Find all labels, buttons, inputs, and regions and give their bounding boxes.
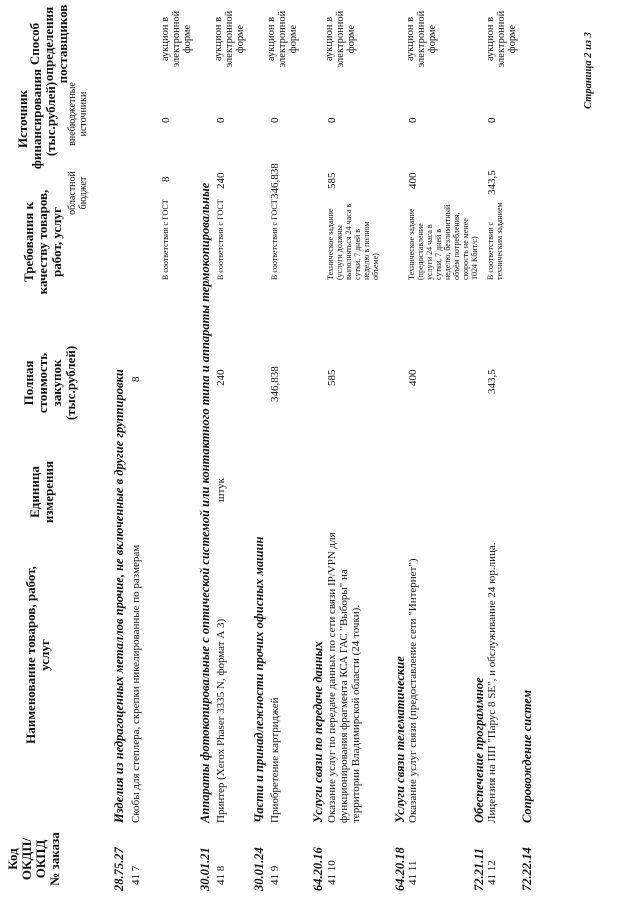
row-unit: штук [215, 478, 227, 502]
header-code-line-3: ОКПД [33, 839, 48, 879]
header-code-line-4: № заказа [47, 832, 62, 886]
row-quality: В соответствии с ГОСТ [161, 199, 170, 280]
row-number: 41 7 [130, 865, 142, 885]
row-name: Принтер (Xerox Phaser 3335 N, формат А 3) [215, 618, 227, 823]
group-title: Услуги связи телематические [393, 656, 407, 823]
row-cost: 343,5 [486, 369, 498, 394]
row-number: 41 8 [215, 865, 227, 885]
row-regional: 8 [160, 176, 172, 182]
row-other: 0 [269, 117, 281, 123]
row-quality: Техническое задание (услуги должны выполняться 24 часа в сутки, 7 дней в неделю в полном объеме) [326, 203, 380, 280]
header-unit: Единица измерения [27, 460, 56, 524]
row-other: 0 [407, 117, 419, 123]
row-name: Оказание услуг по передаче данных по сети связи IP/VPN для функционирования фрагмента КСА ГАС "Выборы" на территории Владимирской области (24 точки). [326, 532, 362, 823]
row-other: 0 [486, 117, 498, 123]
row-quality: Техническое задание (предоставление услуги 24 часа в сутки, 7 дней в неделю, безлимитный объём потребления, скорость не менее 1024 Кбит/с) [407, 204, 479, 280]
row-number: 41 12 [486, 860, 498, 885]
row-method: аукцион в электронной форме [324, 10, 357, 68]
row-cost: 240 [215, 369, 227, 386]
row-regional: 346,838 [269, 163, 281, 199]
row-method: аукцион в электронной форме [485, 10, 518, 68]
group-code: 72.21.11 [472, 847, 486, 891]
row-name: Приобретение картриджей [269, 697, 281, 823]
header-quality: Требования к качеству товаров, работ, услуг [21, 189, 64, 295]
group-code: 72.22.14 [520, 847, 534, 891]
row-regional: 240 [215, 172, 227, 189]
row-method: аукцион в электронной форме [213, 10, 246, 68]
row-other: 0 [160, 117, 172, 123]
header-cost: Полная стоимость закупок (тыс.рублей) [21, 345, 78, 421]
row-name: Лицензия на ПП "Парус 8 SE", и обслуживание 24 юр.лица. [486, 542, 498, 823]
header-funding: Источник финансирования (тыс.рублей) [15, 68, 58, 170]
row-regional: 585 [326, 172, 338, 189]
row-method: аукцион в электронной форме [405, 10, 438, 68]
group-title: Части и принадлежности прочих офисных машин [252, 536, 266, 823]
row-cost: 585 [326, 369, 338, 386]
row-quality: В соответствии с ГОСТ [216, 199, 225, 280]
row-number: 41 9 [269, 865, 281, 885]
group-title: Обеспечение программное [472, 677, 486, 823]
header-code [6, 827, 62, 891]
row-quality: В соответствии с ГОСТ [270, 199, 279, 280]
page-number: Страница 2 из 3 [583, 32, 594, 109]
row-regional: 400 [407, 172, 419, 189]
group-title: Изделия из недрагоценных металлов прочие, не включенные в другие группировки [112, 369, 126, 823]
row-other: 0 [215, 117, 227, 123]
row-name: Оказание услуг связи (предоставление сети "Интернет") [407, 558, 419, 823]
header-funding-regional: областной бюджет [67, 171, 89, 215]
group-title: Услуги связи по передаче данных [311, 641, 325, 823]
group-title: Аппараты фотокопировальные с оптической системой или контактного типа и аппараты термокопировальные [198, 182, 212, 823]
group-code: 28.75.27 [112, 847, 126, 891]
group-code: 30.01.21 [198, 847, 212, 891]
group-code: 64.20.16 [311, 847, 325, 891]
row-number: 41 11 [407, 860, 419, 885]
group-title: Сопровождение систем [520, 689, 534, 823]
row-other: 0 [326, 117, 338, 123]
row-cost: 346,838 [269, 366, 281, 402]
header-code-line-1: Код [5, 848, 20, 870]
header-name: Наименование товаров, работ, услуг [23, 566, 52, 744]
row-method: аукцион в электронной форме [160, 10, 193, 68]
row-quality: В соответствии с техническим заданием [486, 202, 504, 280]
row-method: аукцион в электронной форме [266, 10, 299, 68]
row-name: Скобы для степлера, скрепки никелированные по размерам [130, 544, 142, 823]
header-code-line-2: ОКДП/ [19, 837, 34, 881]
row-cost: 8 [130, 376, 142, 382]
row-regional: 343,5 [486, 170, 498, 195]
row-cost: 400 [407, 369, 419, 386]
group-code: 30.01.24 [252, 847, 266, 891]
row-number: 41 10 [326, 860, 338, 885]
header-funding-other: внебюджетные источники [67, 82, 89, 146]
header-method: Способ определения поставщиков [27, 4, 70, 84]
group-code: 64.20.18 [393, 847, 407, 891]
